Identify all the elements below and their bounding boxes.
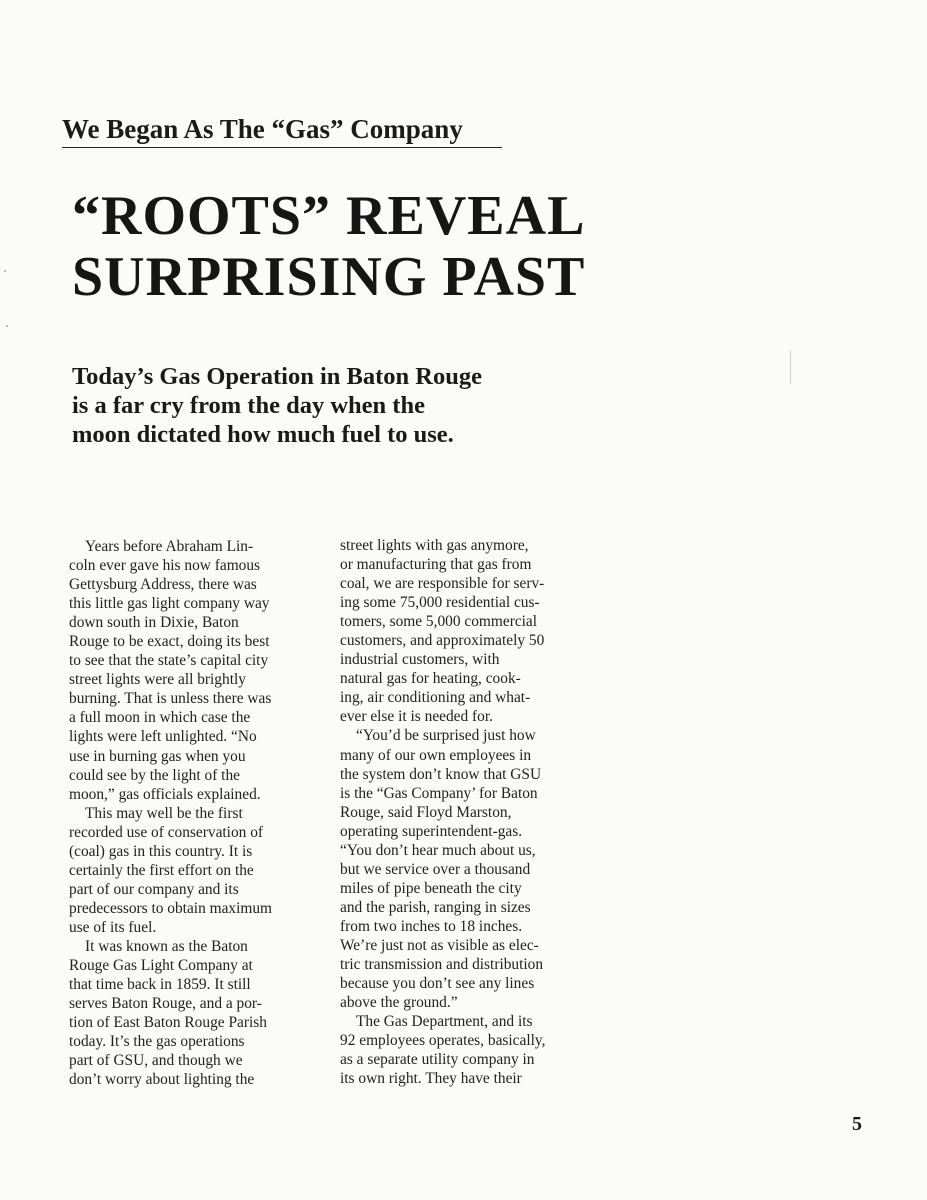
col2-line: ing, air conditioning and what- [340,689,531,707]
col1-line: down south in Dixie, Baton [69,614,239,632]
col2-line: or manufacturing that gas from [340,556,532,574]
col1-line: burning. That is unless there was [69,690,272,708]
col1-line: moon,” gas officials explained. [69,785,261,803]
col2-line: because you don’t see any lines [340,975,535,993]
col2-line: above the ground.” [340,994,458,1012]
col1-line: lights were left unlighted. “No [69,728,257,746]
col2-line: coal, we are responsible for serv- [340,575,545,593]
col1-line: serves Baton Rouge, and a por- [69,995,262,1013]
deck-line-2: is a far cry from the day when the [72,392,425,419]
col1-line: that time back in 1859. It still [69,976,251,994]
col1-line: Rouge to be exact, doing its best [69,633,270,651]
col1-line: Gettysburg Address, there was [69,576,257,594]
col1-line: street lights were all brightly [69,671,246,689]
col1-line: Years before Abraham Lin- [85,538,254,555]
col1-line: use in burning gas when you [69,747,246,765]
col1-line: certainly the first effort on the [69,861,254,879]
col1-line: part of GSU, and though we [69,1052,243,1070]
col1-line: a full moon in which case the [69,709,251,727]
col2-line: The Gas Department, and its [356,1013,533,1031]
col2-line: street lights with gas anymore, [340,537,529,554]
scan-speck [6,325,8,327]
col2-line: is the “Gas Company’ for Baton [340,784,538,802]
page-number: 5 [852,1113,862,1135]
col1-line: tion of East Baton Rouge Parish [69,1014,267,1032]
col2-line: industrial customers, with [340,651,500,669]
col1-line: coln ever gave his now famous [69,557,261,575]
col2-line: operating superintendent-gas. [340,822,523,840]
deck-line-3: moon dictated how much fuel to use. [72,421,454,448]
col2-line: as a separate utility company in [340,1051,535,1069]
kicker-underline [62,147,502,148]
scan-speck [4,270,6,272]
col2-line: “You’d be surprised just how [356,727,536,745]
col1-line: could see by the light of the [69,766,240,784]
col2-line: We’re just not as visible as elec- [340,936,539,954]
col2-line: from two inches to 18 inches. [340,917,523,935]
headline-line-2: SURPRISING PAST [72,246,586,308]
scan-margin-mark [790,350,791,384]
col2-line: tomers, some 5,000 commercial [340,613,538,631]
col2-line: its own right. They have their [340,1070,522,1088]
col1-line: This may well be the first [85,804,243,822]
col1-line: use of its fuel. [69,918,157,936]
col2-line: 92 employees operates, basically, [340,1032,546,1050]
col2-line: the system don’t know that GSU [340,765,542,783]
article-deck [72,362,632,449]
col2-line: “You don’t hear much about us, [340,841,536,859]
col2-line: many of our own employees in [340,746,532,764]
headline-line-1: “ROOTS” REVEAL [72,185,586,247]
col1-line: this little gas light company way [69,595,270,613]
col1-line: recorded use of conservation of [69,823,264,841]
article-headline [72,186,872,308]
col1-line: don’t worry about lighting the [69,1071,255,1089]
body-column-left [69,537,324,1089]
col1-line: (coal) gas in this country. It is [69,842,253,860]
col2-line: natural gas for heating, cook- [340,670,521,688]
col1-line: to see that the state’s capital city [69,652,269,670]
col2-line: customers, and approximately 50 [340,632,545,650]
col2-line: ever else it is needed for. [340,708,493,726]
col2-line: tric transmission and distribution [340,956,544,974]
deck-line-1: Today’s Gas Operation in Baton Rouge [72,363,482,390]
col2-line: ing some 75,000 residential cus- [340,594,540,612]
col2-line: miles of pipe beneath the city [340,879,522,897]
article-kicker: We Began As The “Gas” Company [62,114,463,144]
col1-line: It was known as the Baton [85,937,248,955]
col2-line: but we service over a thousand [340,860,531,878]
col1-line: Rouge Gas Light Company at [69,957,253,975]
col2-line: and the parish, ranging in sizes [340,898,531,916]
col1-line: part of our company and its [69,880,239,898]
col1-line: predecessors to obtain maximum [69,899,273,917]
body-column-right [340,536,595,1088]
col2-line: Rouge, said Floyd Marston, [340,803,512,821]
col1-line: today. It’s the gas operations [69,1033,245,1051]
